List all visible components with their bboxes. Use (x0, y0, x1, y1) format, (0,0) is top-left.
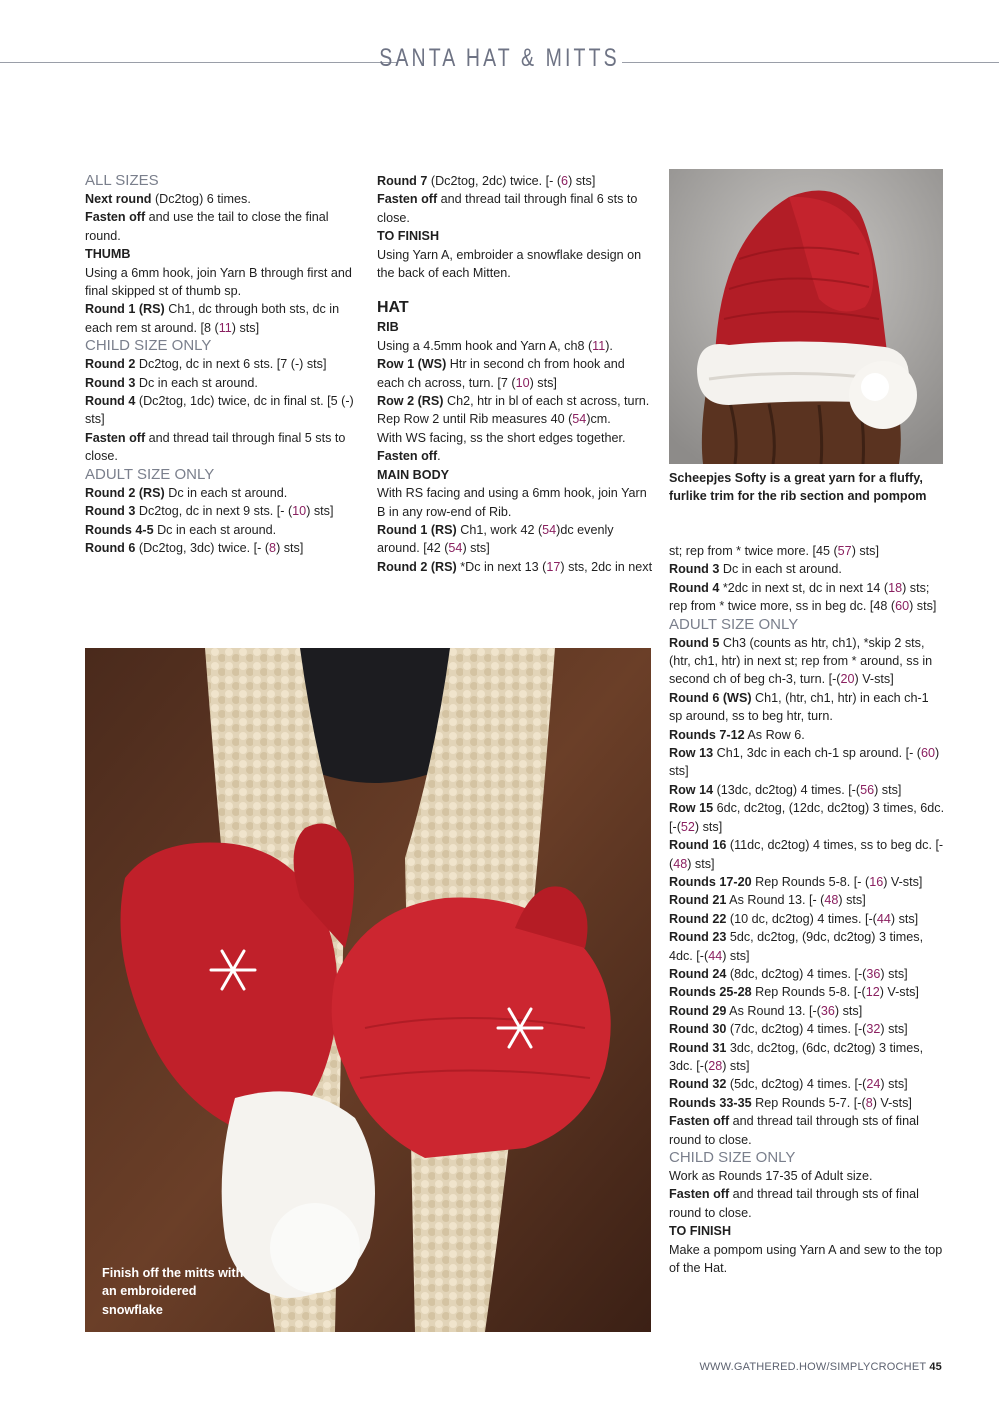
rib-row-1: Row 1 (WS) Htr in second ch from hook and each ch across, turn. [7 (10) sts] (377, 357, 625, 390)
main-round-2-cont: st; rep from * twice more. [45 (57) sts] (669, 544, 879, 558)
child-fasten-off: Fasten off and thread tail through final 5 sts to close. (85, 430, 346, 464)
rib-intro: Using a 4.5mm hook and Yarn A, ch8 (11). (377, 338, 613, 353)
column-1 (85, 172, 357, 557)
hat-rounds-25-28: Rounds 25-28 Rep Rounds 5-8. [-(12) V-sts] (669, 985, 919, 1000)
rib-repeat: Rep Row 2 until Rib measures 40 (54)cm. (377, 412, 611, 427)
hat-round-32: Round 32 (5dc, dc2tog) 4 times. [-(24) sts] (669, 1077, 908, 1092)
hat-round-16: Round 16 (11dc, dc2tog) 4 times, ss to beg dc. [-(48) sts] (669, 838, 944, 871)
heading-to-finish-mitts: TO FINISH (377, 229, 440, 244)
hat-photo-caption: Scheepjes Softy is a great yarn for a fluffy, furlike trim for the rib section and pompom (669, 471, 927, 504)
hat-rounds-17-20: Rounds 17-20 Rep Rounds 5-8. [- (16) V-sts] (669, 874, 923, 889)
section-heading-adult-size: ADULT SIZE ONLY (85, 465, 215, 483)
rib-fasten-off: Fasten off. (377, 449, 441, 464)
mitts-photo (85, 648, 651, 1332)
mitts-photo-caption: Finish off the mitts with an embroidered snowflake (102, 1266, 244, 1317)
hat-rounds-33-35: Rounds 33-35 Rep Rounds 5-7. [-(8) V-sts] (669, 1095, 912, 1110)
main-round-3: Round 3 Dc in each st around. (669, 562, 842, 577)
heading-hat: HAT (377, 299, 409, 317)
child-round-2: Round 2 Dc2tog, dc in next 6 sts. [7 (-) sts] (85, 357, 327, 372)
instruction-fasten-off: Fasten off and use the tail to close the final round. (85, 210, 329, 243)
hat-round-24: Round 24 (8dc, dc2tog) 4 times. [-(36) sts] (669, 966, 908, 981)
main-round-1: Round 1 (RS) Ch1, work 42 (54)dc evenly around. [42 (54) sts] (377, 522, 614, 556)
child-round-4: Round 4 (Dc2tog, 1dc) twice, dc in final st. [5 (-) sts] (85, 394, 354, 427)
hat-round-21: Round 21 As Round 13. [- (48) sts] (669, 893, 866, 908)
footer-url[interactable]: WWW.GATHERED.HOW/SIMPLYCROCHET (699, 1361, 927, 1373)
rib-ws: With WS facing, ss the short edges together. (377, 430, 626, 445)
hat-row-13: Row 13 Ch1, 3dc in each ch-1 sp around. [- (60) sts] (669, 746, 940, 779)
hat-round-31: Round 31 3dc, dc2tog, (6dc, dc2tog) 3 times, 3dc. [-(28) sts] (669, 1040, 924, 1073)
section-heading-all-sizes: ALL SIZES (85, 172, 159, 189)
section-heading-child-size-hat: CHILD SIZE ONLY (669, 1149, 796, 1166)
hat-row-14: Row 14 (13dc, dc2tog) 4 times. [-(56) sts] (669, 782, 902, 797)
thumb-round-1: Round 1 (RS) Ch1, dc through both sts, dc in each rem st around. [8 (11) sts] (85, 302, 340, 335)
hat-round-6: Round 6 (WS) Ch1, (htr, ch1, htr) in each ch-1 sp around, ss to beg htr, turn. (669, 690, 929, 724)
main-body-intro: With RS facing and using a 6mm hook, join Yarn B in any row-end of Rib. (377, 486, 647, 519)
child-round-3: Round 3 Dc in each st around. (85, 375, 258, 390)
hat-round-5: Round 5 Ch3 (counts as htr, ch1), *skip 2 sts, (htr, ch1, htr) in next st; rep from * around, ss in second ch of beg ch-3, turn. [-(20) V-sts] (669, 635, 933, 687)
page-footer (699, 1361, 942, 1373)
adult-round-2: Round 2 (RS) Dc in each st around. (85, 485, 288, 500)
adult-round-6: Round 6 (Dc2tog, 3dc) twice. [- (8) sts] (85, 540, 304, 555)
to-finish-mitts-text: Using Yarn A, embroider a snowflake design on the back of each Mitten. (377, 247, 642, 281)
main-round-4: Round 4 *2dc in next st, dc in next 14 (18) sts; rep from * twice more, ss in beg dc. [48 (60) sts] (669, 580, 937, 614)
column-2 (377, 172, 655, 576)
thumb-intro: Using a 6mm hook, join Yarn B through first and final skipped st of thumb sp. (85, 265, 352, 299)
heading-thumb: THUMB (85, 247, 131, 262)
mitt-fasten-off: Fasten off and thread tail through final 6 sts to close. (377, 192, 638, 225)
hat-round-30: Round 30 (7dc, dc2tog) 4 times. [-(32) sts] (669, 1022, 908, 1037)
hat-child-fasten-off: Fasten off and thread tail through sts of final round to close. (669, 1187, 919, 1220)
heading-rib: RIB (377, 320, 399, 335)
hat-round-23: Round 23 5dc, dc2tog, (9dc, dc2tog) 3 times, 4dc. [-(44) sts] (669, 930, 924, 963)
hat-fasten-off: Fasten off and thread tail through sts of final round to close. (669, 1114, 919, 1147)
red-mitts-image (85, 648, 651, 1332)
section-heading-child-size: CHILD SIZE ONLY (85, 337, 212, 355)
adult-rounds-4-5: Rounds 4-5 Dc in each st around. (85, 522, 277, 537)
mitt-round-7: Round 7 (Dc2tog, 2dc) twice. [- (6) sts] (377, 174, 596, 188)
main-round-2: Round 2 (RS) *Dc in next 13 (17) sts, 2dc in next (377, 559, 653, 574)
rib-row-2: Row 2 (RS) Ch2, htr in bl of each st across, turn. (377, 394, 650, 409)
heading-to-finish-hat: TO FINISH (669, 1224, 732, 1239)
to-finish-hat-text: Make a pompom using Yarn A and sew to the top of the Hat. (669, 1242, 943, 1276)
hat-child-text: Work as Rounds 17-35 of Adult size. (669, 1169, 873, 1183)
hat-round-29: Round 29 As Round 13. [-(36) sts] (669, 1003, 863, 1018)
header-rule-right (622, 62, 999, 63)
column-3 (669, 542, 945, 1277)
instruction-next-round: Next round (Dc2tog) 6 times. (85, 192, 251, 206)
heading-main-body: MAIN BODY (377, 467, 450, 482)
page-title: SANTA HAT & MITTS (379, 44, 620, 72)
hat-row-15: Row 15 6dc, dc2tog, (12dc, dc2tog) 3 times, 6dc. [-(52) sts] (669, 801, 945, 834)
santa-hat-image (669, 169, 943, 464)
hat-rounds-7-12: Rounds 7-12 As Row 6. (669, 727, 805, 742)
section-heading-adult-size-hat: ADULT SIZE ONLY (669, 615, 799, 633)
hat-round-22: Round 22 (10 dc, dc2tog) 4 times. [-(44) sts] (669, 911, 919, 926)
adult-round-3: Round 3 Dc2tog, dc in next 9 sts. [- (10) sts] (85, 504, 334, 519)
hat-photo (669, 169, 943, 464)
page-number: 45 (929, 1361, 942, 1373)
